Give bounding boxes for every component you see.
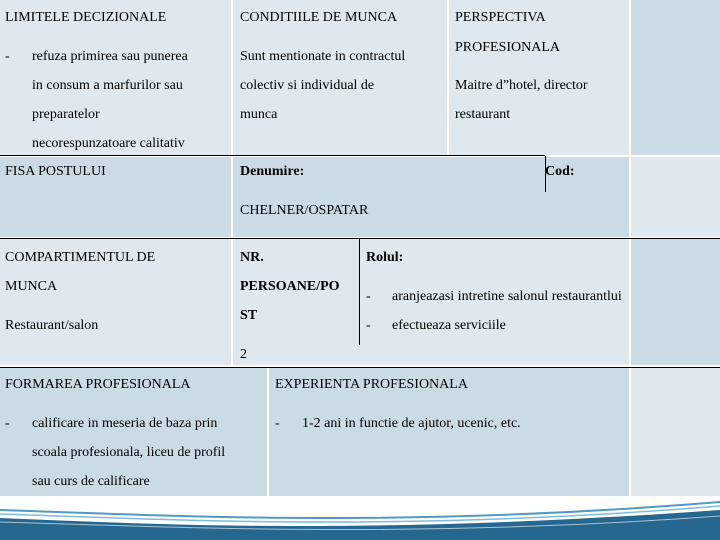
nr-label: NR. — [240, 250, 264, 265]
denumire-label: Denumire: — [240, 164, 305, 179]
grid-line — [447, 0, 449, 156]
perspectiva-line: Maitre d”hotel, director — [455, 78, 588, 93]
decorative-wave — [0, 480, 720, 540]
conditiile-line: munca — [240, 107, 278, 122]
conditiile-line: colectiv si individual de — [240, 78, 375, 93]
rule-line — [0, 367, 720, 368]
nr-value: 2 — [240, 347, 247, 362]
formarea-line: calificare in meseria de baza prin — [32, 416, 218, 431]
formarea-line: sau curs de calificare — [32, 474, 150, 489]
limitele-line: preparatelor — [32, 107, 100, 122]
compartiment-label: COMPARTIMENTUL DE — [5, 250, 156, 265]
rolul-dash: - — [366, 318, 371, 333]
compartiment-label: MUNCA — [5, 279, 58, 294]
experienta-text: 1-2 ani in functie de ajutor, ucenic, etc. — [302, 416, 521, 431]
rolul-dash: - — [366, 289, 371, 304]
denumire-value: CHELNER/OSPATAR — [240, 203, 369, 218]
formarea-dash: - — [5, 416, 10, 431]
rolul-item: efectueaza serviciile — [392, 318, 506, 333]
perspectiva-line: restaurant — [455, 107, 511, 122]
rule-line — [0, 155, 545, 156]
limitele-dash: - — [5, 49, 10, 64]
rolul-item: aranjeazasi intretine salonul restaurantlui — [392, 289, 622, 304]
row1-extra-cell — [630, 0, 720, 156]
grid-line — [629, 0, 631, 496]
conditiile-header: CONDITIILE DE MUNCA — [240, 10, 398, 25]
grid-line — [231, 0, 233, 366]
row3-extra-cell — [630, 238, 720, 366]
experienta-dash: - — [275, 416, 280, 431]
perspectiva-header-2: PROFESIONALA — [455, 40, 561, 55]
conditiile-line: Sunt mentionate in contractul — [240, 49, 406, 64]
formarea-line: scoala profesionala, liceu de profil — [32, 445, 226, 460]
compartiment-value: Restaurant/salon — [5, 318, 99, 333]
limitele-line: in consum a marfurilor sau — [32, 78, 183, 93]
nr-label: PERSOANE/PO — [240, 279, 340, 294]
rolul-label: Rolul: — [366, 250, 404, 265]
nr-label: ST — [240, 308, 258, 323]
grid-line — [267, 366, 269, 496]
perspectiva-header: PERSPECTIVA — [455, 10, 546, 25]
limitele-header: LIMITELE DECIZIONALE — [5, 10, 167, 25]
formarea-header: FORMAREA PROFESIONALA — [5, 377, 191, 392]
row4-extra-cell — [630, 366, 720, 496]
row2-extra-cell — [630, 156, 720, 238]
fisa-postului-title: FISA POSTULUI — [5, 164, 106, 179]
rule-line — [359, 239, 360, 345]
rule-line — [0, 238, 720, 239]
cod-label: Cod: — [545, 164, 575, 179]
experienta-header: EXPERIENTA PROFESIONALA — [275, 377, 468, 392]
wave-highlight — [0, 502, 720, 518]
limitele-line: necorespunzatoare calitativ — [32, 136, 185, 151]
limitele-line: refuza primirea sau punerea — [32, 49, 188, 64]
